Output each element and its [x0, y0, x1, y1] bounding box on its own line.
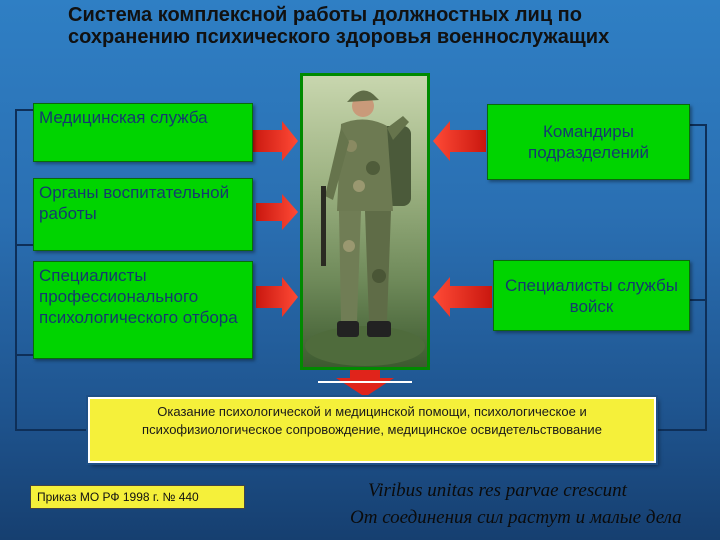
box-psych-medical-help: Оказание психологической и медицинской помощи, психологическое и психофизиологическое сопровождение, медицинское освидетельствование [88, 397, 656, 463]
arrow-down [336, 370, 394, 397]
box-psych-selection: Специалисты профессионального психологического отбора [33, 261, 253, 359]
arrow-left-2 [433, 277, 492, 317]
box-service-specialists: Специалисты службы войск [493, 260, 690, 331]
box-medical-service: Медицинская служба [33, 103, 253, 162]
order-reference: Приказ МО РФ 1998 г. № 440 [30, 485, 245, 509]
slide-title: Система комплексной работы должностных лиц по сохранению психического здоровья военнослужащих [68, 4, 610, 48]
arrow-right-3 [256, 277, 298, 317]
motto-russian: От соединения сил растут и малые дела [350, 507, 682, 528]
arrow-left-1 [433, 121, 486, 161]
box-educational-work: Органы воспитательной работы [33, 178, 253, 251]
box-unit-commanders: Командиры подразделений [487, 104, 690, 180]
arrow-right-2 [256, 194, 298, 230]
arrow-right-1 [252, 121, 298, 161]
motto-latin: Viribus unitas res parvae crescunt [368, 480, 627, 501]
soldier-photo [300, 73, 430, 370]
